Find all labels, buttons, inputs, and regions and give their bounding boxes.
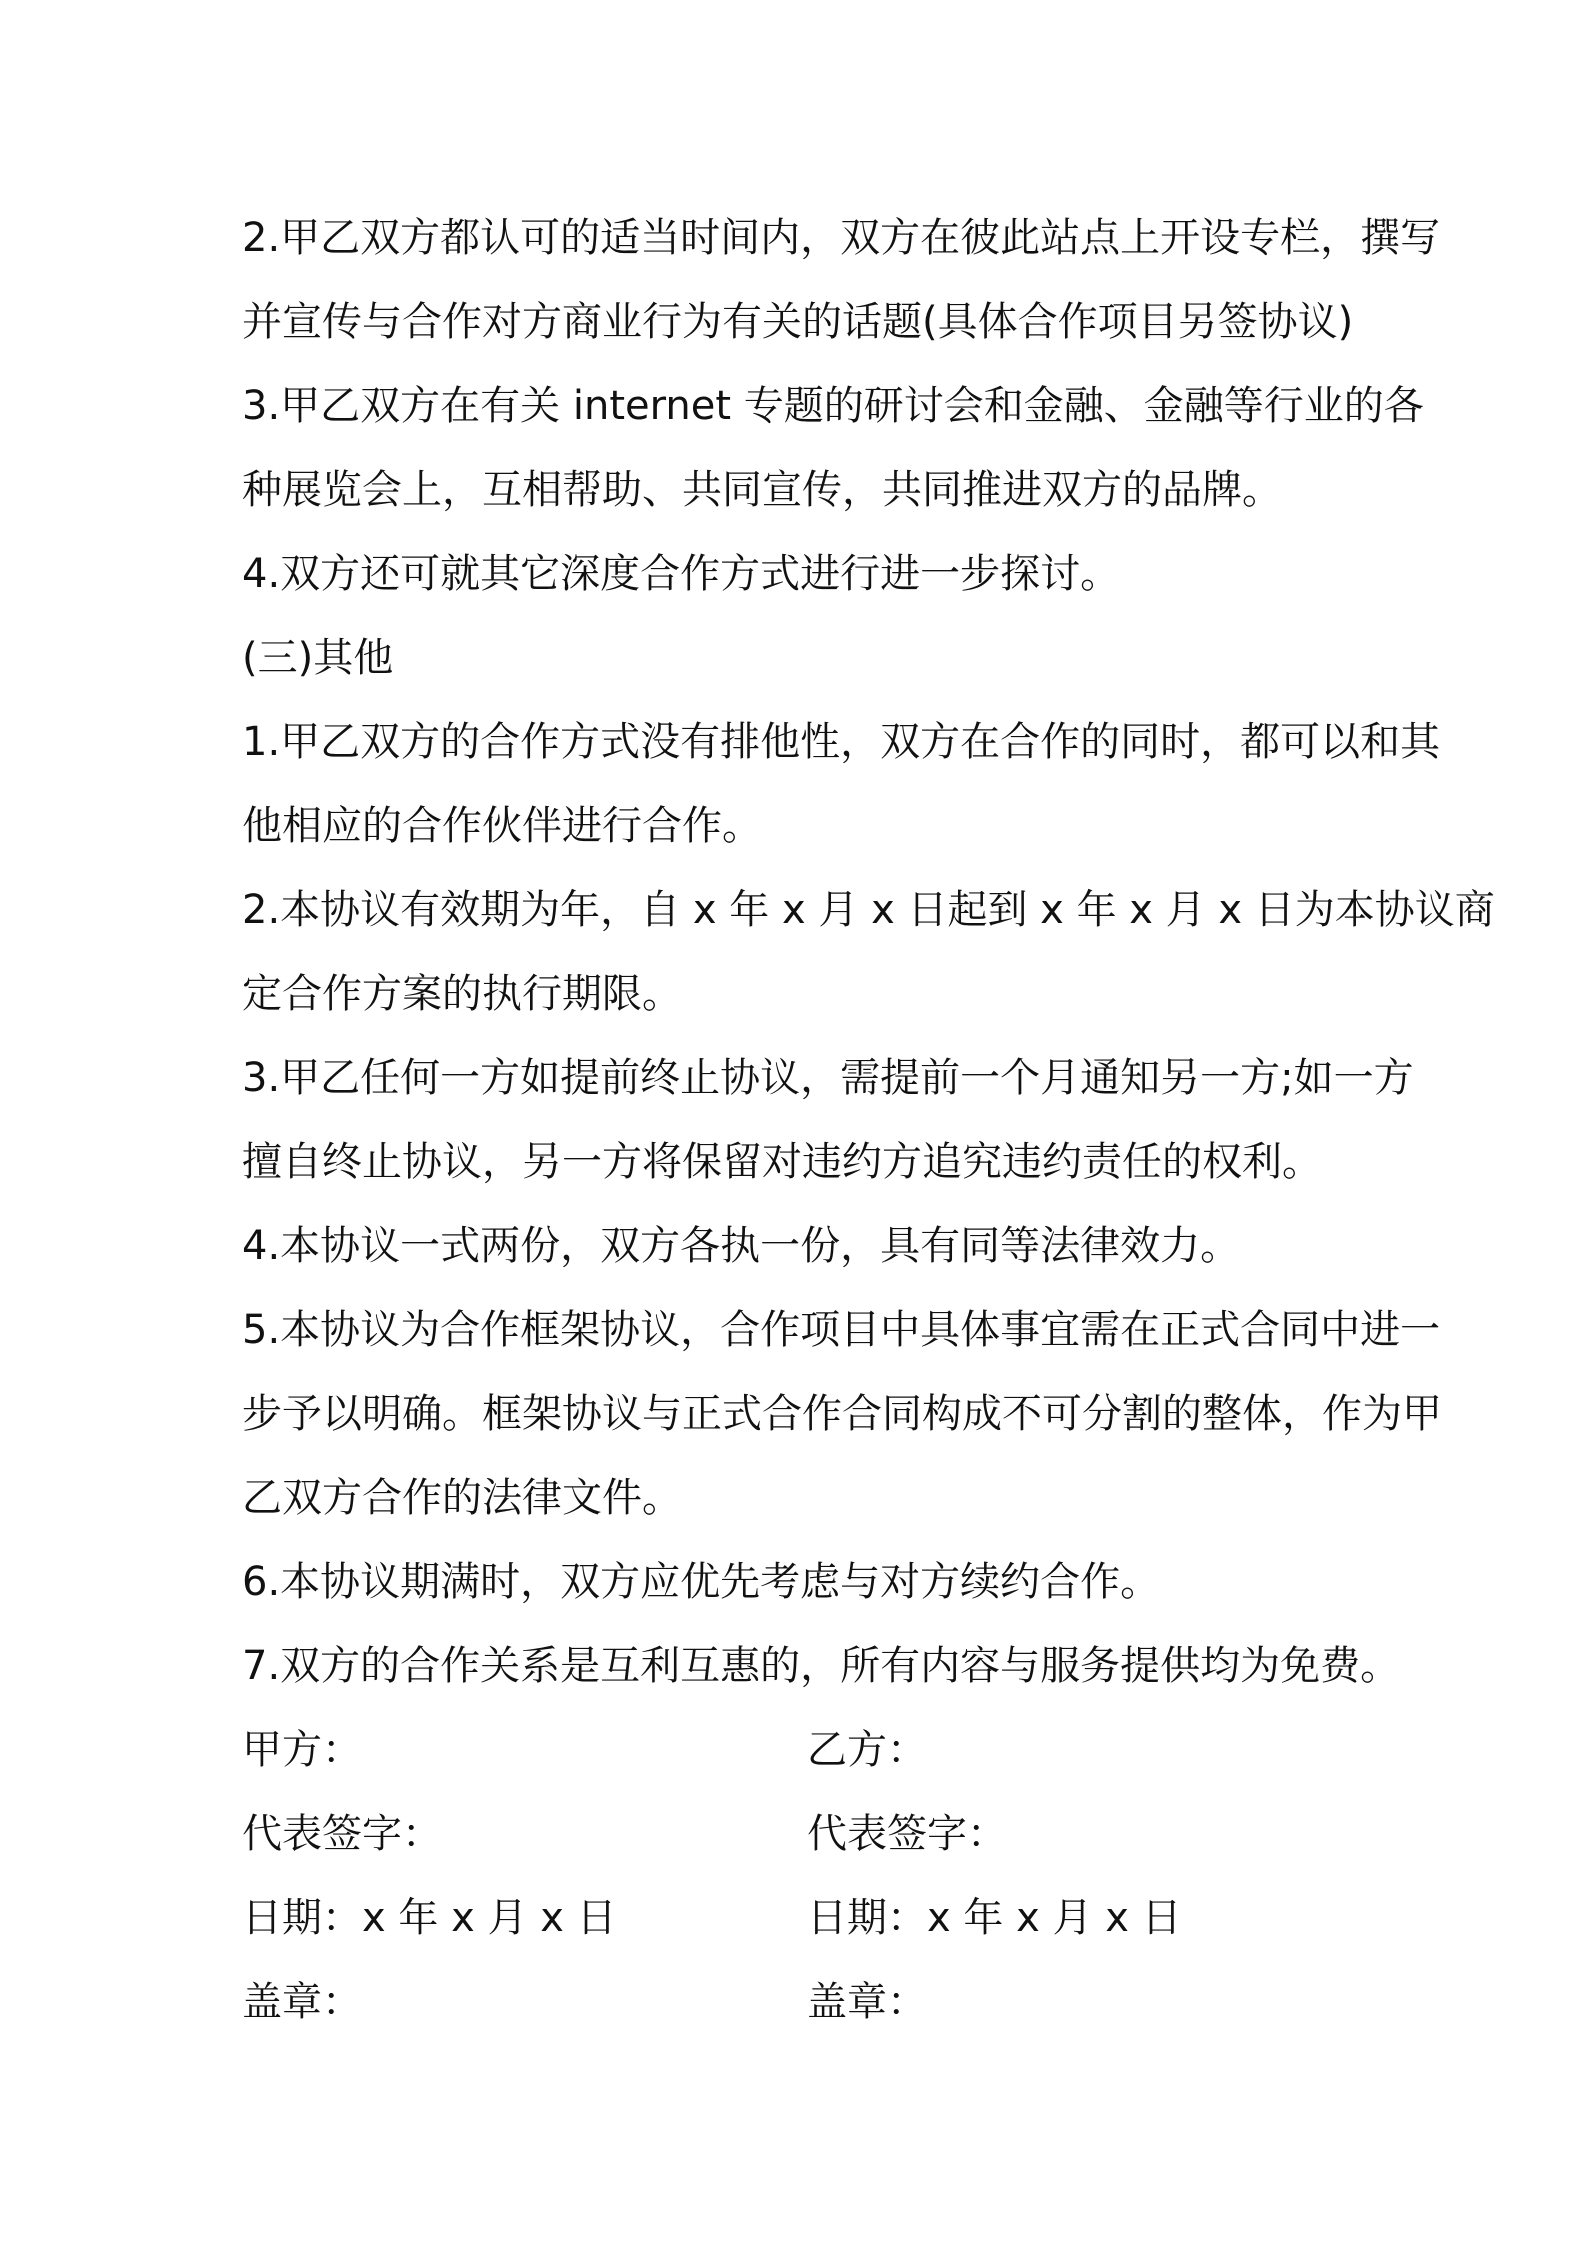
signature-row-date: [242, 1876, 1362, 1960]
party-a-date: 日期：x 年 x 月 x 日: [242, 1895, 617, 1941]
paragraph-line: 5.本协议为合作框架协议，合作项目中具体事宜需在正式合同中进一: [242, 1307, 1441, 1353]
paragraph-line: 2.本协议有效期为年，自 x 年 x 月 x 日起到 x 年 x 月 x 日为本协议商: [242, 887, 1495, 933]
paragraph-line: 4.双方还可就其它深度合作方式进行进一步探讨。: [242, 551, 1121, 597]
party-b-date: 日期：x 年 x 月 x 日: [807, 1895, 1182, 1941]
paragraph-line: 1.甲乙双方的合作方式没有排他性，双方在合作的同时，都可以和其: [242, 719, 1441, 765]
paragraph-line: 步予以明确。框架协议与正式合作合同构成不可分割的整体，作为甲: [242, 1391, 1442, 1437]
party-b-seal-label: 盖章：: [807, 1979, 927, 2025]
paragraph-line: 定合作方案的执行期限。: [242, 971, 682, 1017]
paragraph-line: 擅自终止协议，另一方将保留对违约方追究违约责任的权利。: [242, 1139, 1322, 1185]
paragraph-line: 乙双方合作的法律文件。: [242, 1475, 682, 1521]
paragraph-line: 3.甲乙双方在有关 internet 专题的研讨会和金融、金融等行业的各: [242, 383, 1424, 429]
paragraph-line: 7.双方的合作关系是互利互惠的，所有内容与服务提供均为免费。: [242, 1643, 1401, 1689]
signature-row-seal: [242, 1960, 1362, 2044]
paragraph-line: 3.甲乙任何一方如提前终止协议，需提前一个月通知另一方;如一方: [242, 1055, 1414, 1101]
paragraph-line: 他相应的合作伙伴进行合作。: [242, 803, 762, 849]
signature-row-representative: [242, 1792, 1362, 1876]
paragraph-line: 6.本协议期满时，双方应优先考虑与对方续约合作。: [242, 1559, 1161, 1605]
party-b-representative-label: 代表签字：: [807, 1811, 1007, 1857]
document-body: [242, 196, 1495, 2044]
paragraph-line: 4.本协议一式两份，双方各执一份，具有同等法律效力。: [242, 1223, 1241, 1269]
party-a-representative-label: 代表签字：: [242, 1811, 442, 1857]
party-a-label: 甲方：: [242, 1727, 362, 1773]
party-b-label: 乙方：: [807, 1727, 927, 1773]
section-heading: (三)其他: [242, 635, 394, 681]
paragraph-line: 并宣传与合作对方商业行为有关的话题(具体合作项目另签协议): [242, 299, 1354, 345]
party-a-seal-label: 盖章：: [242, 1979, 362, 2025]
paragraph-line: 种展览会上，互相帮助、共同宣传，共同推进双方的品牌。: [242, 467, 1282, 513]
paragraph-line: 2.甲乙双方都认可的适当时间内，双方在彼此站点上开设专栏，撰写: [242, 215, 1441, 261]
signature-block: [242, 1708, 1362, 2044]
signature-row-party: [242, 1708, 1362, 1792]
